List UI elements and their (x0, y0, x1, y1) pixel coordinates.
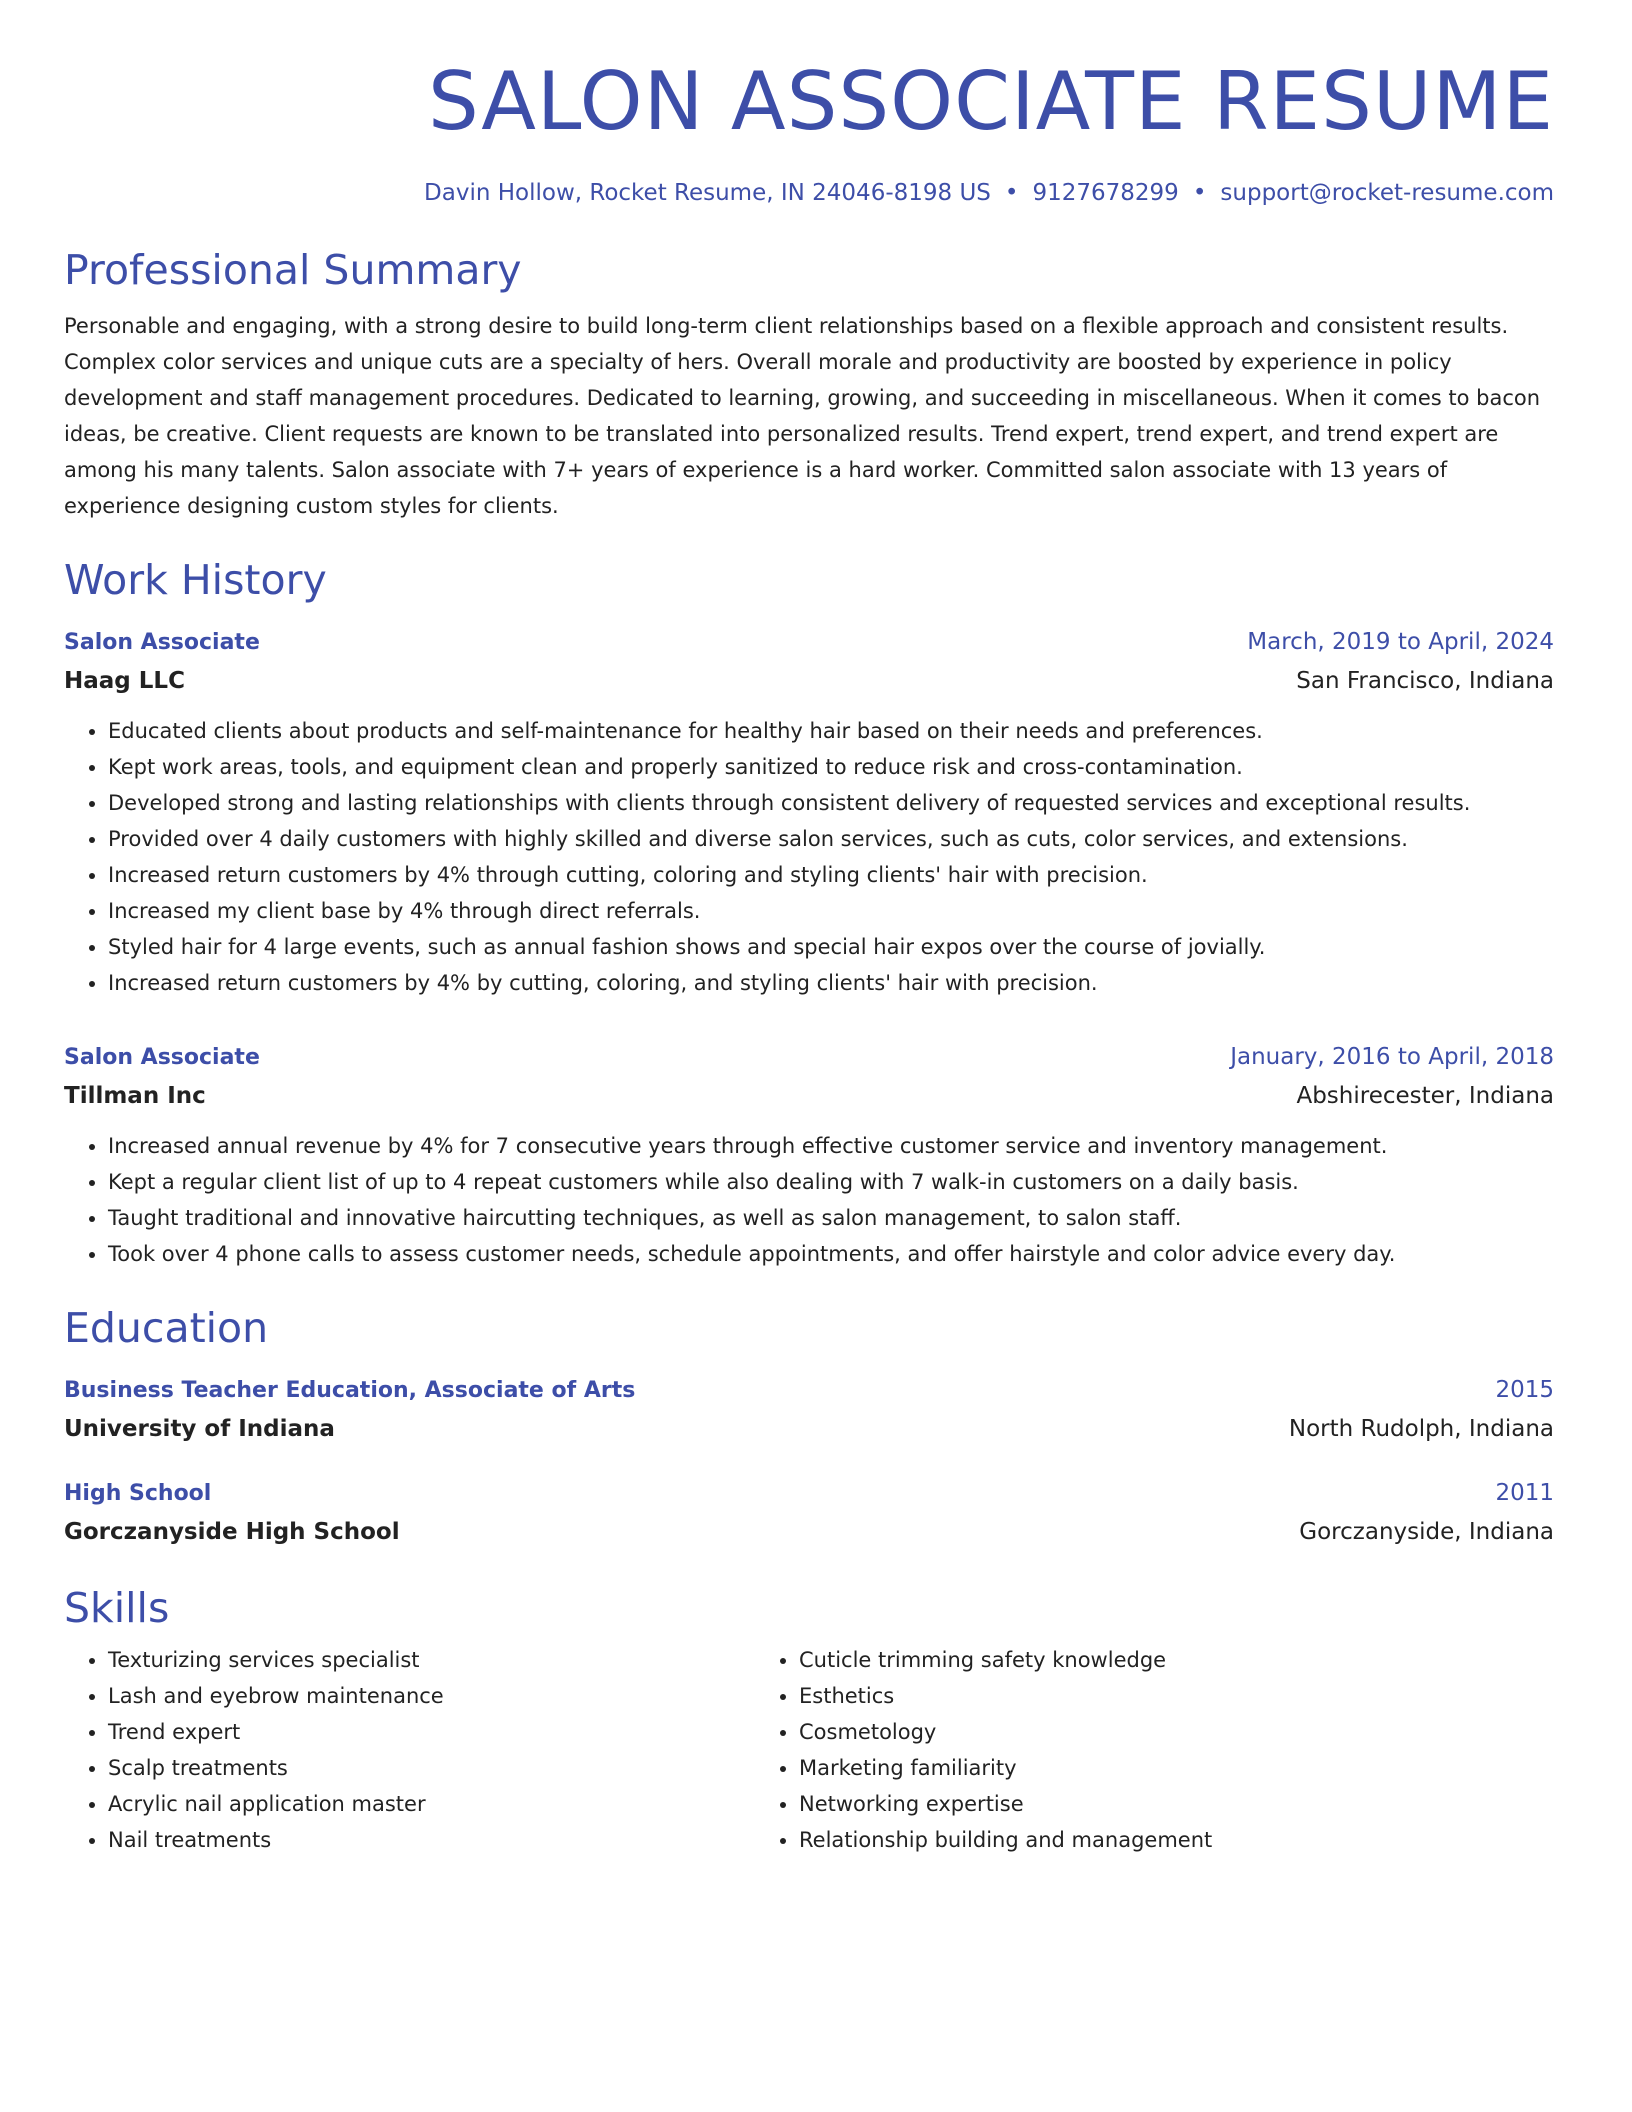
job-title-row (64, 1039, 1554, 1076)
education-degree-row (64, 1475, 1554, 1512)
job-location: Abshirecester, Indiana (1296, 1083, 1554, 1109)
skills-list-left (64, 1642, 755, 1858)
summary-section (64, 244, 1554, 524)
education-location: Gorczanyside, Indiana (1299, 1519, 1554, 1545)
job-bullet: • Increased return customers by 4% through cutting, coloring and styling clients' hair with precision. (108, 857, 1554, 893)
job-role: Salon Associate (64, 630, 260, 655)
job-bullet: • Increased annual revenue by 4% for 7 consecutive years through effective customer service and inventory management. (108, 1128, 1554, 1164)
job-company-row (64, 661, 1554, 701)
skill-item: • Cosmetology (799, 1714, 1446, 1750)
skill-item: • Texturizing services specialist (108, 1642, 755, 1678)
skill-item: • Esthetics (799, 1678, 1446, 1714)
education-location: North Rudolph, Indiana (1288, 1416, 1554, 1442)
job-dates: March, 2019 to April, 2024 (1247, 629, 1554, 655)
education-degree-row (64, 1372, 1554, 1409)
education-section (64, 1302, 1554, 1552)
work-history-section (64, 554, 1554, 1272)
contact-separator: • (1192, 180, 1207, 206)
job-entry (64, 1039, 1554, 1272)
job-bullet: • Taught traditional and innovative haircutting techniques, as well as salon management, to salon staff. (108, 1200, 1554, 1236)
education-school-row (64, 1512, 1554, 1552)
contact-separator: • (1004, 180, 1019, 206)
job-bullet: • Kept a regular client list of up to 4 repeat customers while also dealing with 7 walk-in customers on a daily basis. (108, 1164, 1554, 1200)
summary-text: Personable and engaging, with a strong desire to build long-term client relationships based on a flexible approach and consistent results. Complex color services and unique cuts are a specialty of hers. Overall morale and productivity are boosted by experience in policy development and staff management procedures. Dedicated to learning, growing, and succeeding in miscellaneous. When it comes to bacon ideas, be creative. Client requests are known to be translated into personalized results. Trend expert, trend expert, and trend expert are among his many talents. Salon associate with 7+ years of experience is a hard worker. Committed salon associate with 13 years of experience designing custom styles for clients. (64, 314, 1541, 518)
skill-item: • Trend expert (108, 1714, 755, 1750)
job-company: Tillman Inc (64, 1083, 206, 1109)
job-bullet: • Took over 4 phone calls to assess customer needs, schedule appointments, and offer hairstyle and color advice every day. (108, 1236, 1554, 1272)
education-school-row (64, 1409, 1554, 1449)
skills-grid (64, 1642, 1554, 1858)
education-school: University of Indiana (64, 1416, 335, 1442)
contact-line (64, 178, 1554, 208)
job-bullet: • Educated clients about products and self-maintenance for healthy hair based on their needs and preferences. (108, 713, 1554, 749)
job-bullets (64, 1128, 1554, 1272)
education-degree: Business Teacher Education, Associate of Arts (64, 1378, 636, 1403)
job-dates: January, 2016 to April, 2018 (1230, 1044, 1554, 1070)
job-bullet: • Kept work areas, tools, and equipment clean and properly sanitized to reduce risk and cross-contamination. (108, 749, 1554, 785)
education-degree: High School (64, 1481, 212, 1506)
contact-address: Davin Hollow, Rocket Resume, IN 24046-8198 US (424, 180, 991, 206)
skill-item: • Marketing familiarity (799, 1750, 1446, 1786)
resume-title: SALON ASSOCIATE RESUME (427, 55, 1554, 148)
skill-item: • Lash and eyebrow maintenance (108, 1678, 755, 1714)
job-company-row (64, 1076, 1554, 1116)
job-bullet: • Developed strong and lasting relationships with clients through consistent delivery of requested services and exceptional results. (108, 785, 1554, 821)
skill-item: • Networking expertise (799, 1786, 1446, 1822)
skill-item: • Nail treatments (108, 1822, 755, 1858)
job-title-row (64, 624, 1554, 661)
contact-email: support@rocket-resume.com (1220, 180, 1554, 206)
education-year: 2011 (1495, 1480, 1554, 1506)
education-heading: Education (64, 1304, 269, 1352)
education-entry (64, 1372, 1554, 1449)
job-location: San Francisco, Indiana (1296, 668, 1554, 694)
work-history-heading: Work History (64, 556, 327, 604)
contact-phone: 9127678299 (1032, 180, 1179, 206)
job-company: Haag LLC (64, 668, 185, 694)
skills-heading: Skills (64, 1584, 170, 1632)
resume-header (64, 0, 1554, 208)
education-year: 2015 (1495, 1377, 1554, 1403)
job-bullet: • Increased my client base by 4% through direct referrals. (108, 893, 1554, 929)
job-entry (64, 624, 1554, 1001)
skill-item: • Relationship building and management (799, 1822, 1446, 1858)
skill-item: • Acrylic nail application master (108, 1786, 755, 1822)
education-entry (64, 1475, 1554, 1552)
job-bullet: • Provided over 4 daily customers with highly skilled and diverse salon services, such as cuts, color services, and extensions. (108, 821, 1554, 857)
skill-item: • Scalp treatments (108, 1750, 755, 1786)
skill-item: • Cuticle trimming safety knowledge (799, 1642, 1446, 1678)
job-bullets (64, 713, 1554, 1001)
education-school: Gorczanyside High School (64, 1519, 400, 1545)
job-bullet: • Styled hair for 4 large events, such as annual fashion shows and special hair expos over the course of jovially. (108, 929, 1554, 965)
job-bullet: • Increased return customers by 4% by cutting, coloring, and styling clients' hair with precision. (108, 965, 1554, 1001)
resume-page (64, 0, 1554, 1858)
skills-section (64, 1582, 1554, 1858)
summary-heading: Professional Summary (64, 246, 522, 294)
job-role: Salon Associate (64, 1045, 260, 1070)
skills-list-right (755, 1642, 1446, 1858)
